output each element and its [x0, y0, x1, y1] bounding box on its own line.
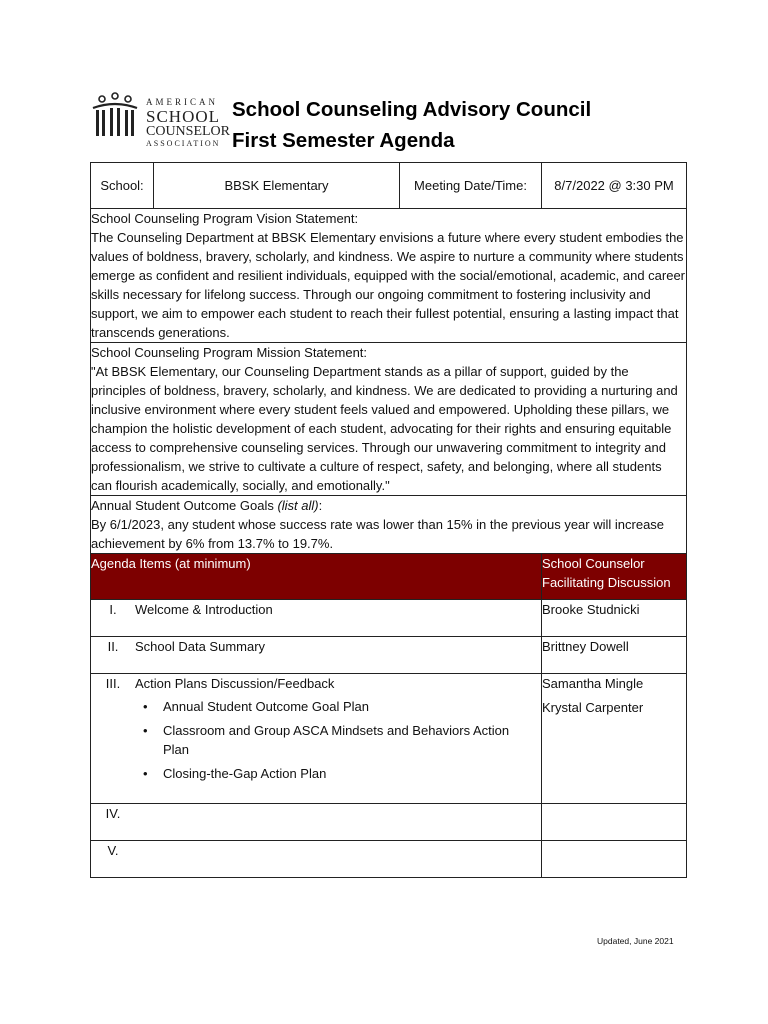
agenda-item-number: IV.	[105, 806, 121, 821]
agenda-item-text: Welcome & Introduction	[135, 602, 273, 617]
logo-text-1: AMERICAN	[146, 97, 219, 107]
agenda-item	[91, 841, 542, 878]
vision-row	[91, 209, 687, 343]
list-item: • Closing-the-Gap Action Plan	[91, 764, 541, 783]
goals-row	[91, 496, 687, 554]
counselor-name: Brittney Dowell	[542, 639, 629, 654]
agenda-counselor	[542, 600, 687, 637]
agenda-row-4	[91, 804, 687, 841]
vision-label: School Counseling Program Vision Statement:	[91, 211, 359, 226]
goals-label-suffix: :	[318, 498, 323, 513]
meeting-date-label: Meeting Date/Time:	[400, 163, 542, 209]
action-plan-list	[91, 697, 541, 783]
agenda-items-header: Agenda Items (at minimum)	[91, 554, 542, 600]
vision-cell	[91, 209, 687, 343]
mission-row	[91, 343, 687, 496]
agenda-item	[91, 804, 542, 841]
agenda-item-number: V.	[107, 843, 119, 858]
agenda-counselor	[542, 804, 687, 841]
agenda-form-table	[90, 162, 687, 878]
footer-updated: Updated, June 2021	[597, 936, 674, 946]
agenda-item-text: Action Plans Discussion/Feedback	[135, 676, 335, 691]
goals-cell	[91, 496, 687, 554]
title-line-1: School Counseling Advisory Council	[232, 98, 592, 121]
title-line-2: First Semester Agenda	[232, 129, 455, 152]
goals-label-italic: (list all)	[277, 498, 319, 513]
school-label: School:	[91, 163, 154, 209]
list-item: • Classroom and Group ASCA Mindsets and Behaviors Action Plan	[91, 721, 541, 759]
asca-logo	[90, 92, 231, 148]
goals-text: By 6/1/2023, any student whose success rate was lower than 15% in the previous year will increase achievement by 6% from 13.7% to 19.7%.	[91, 517, 665, 551]
document-header	[90, 92, 690, 152]
agenda-item-text: School Data Summary	[135, 639, 266, 654]
counselor-name: Brooke Studnicki	[542, 602, 640, 617]
agenda-item	[91, 600, 542, 637]
agenda-row-3	[91, 674, 687, 804]
agenda-counselor	[542, 674, 687, 804]
agenda-item-number: III.	[105, 676, 121, 691]
goals-label-text: Annual Student Outcome Goals	[91, 498, 278, 513]
mission-cell	[91, 343, 687, 496]
agenda-row-1	[91, 600, 687, 637]
agenda-item-number: I.	[109, 602, 117, 617]
agenda-counselor	[542, 637, 687, 674]
agenda-item	[91, 637, 542, 674]
counselor-header: School Counselor Facilitating Discussion	[542, 554, 687, 600]
agenda-item-number: II.	[107, 639, 119, 654]
logo-text-4: ASSOCIATION	[146, 139, 221, 148]
goals-label	[91, 496, 686, 515]
agenda-row-5	[91, 841, 687, 878]
agenda-header-row	[91, 554, 687, 600]
logo-text-2: SCHOOL	[146, 107, 221, 126]
vision-text: The Counseling Department at BBSK Elementary envisions a future where every student embodies the values of boldness, bravery, scholarly, and kindness. We aspire to nurture a community where students emerge as confident and resilient individuals, equipped with the social/emotional, academic, and career skills necessary for lifelong success. Through our ongoing commitment to fostering inclusivity and support, we aim to empower each student to reach their fullest potential, ensuring a lasting impact that transcends generations.	[91, 230, 686, 340]
list-item: • Annual Student Outcome Goal Plan	[91, 697, 541, 716]
counselor-name: Krystal Carpenter	[542, 700, 644, 715]
meeting-date-value: 8/7/2022 @ 3:30 PM	[542, 163, 687, 209]
document-title	[232, 94, 591, 156]
mission-text: "At BBSK Elementary, our Counseling Department stands as a pillar of support, guided by the principles of boldness, bravery, scholarly, and kindness. We are dedicated to providing a nurturing and inclusive environment where every student feels valued and empowered. Upholding these pillars, we champion the holistic development of each student, advocating for their rights and ensuring equitable access to comprehensive counseling services. Through our unwavering commitment to integrity and professionalism, we strive to cultivate a culture of respect, safety, and belonging, where all students can flourish academically, socially, and emotionally."	[91, 364, 678, 493]
agenda-counselor	[542, 841, 687, 878]
mission-label: School Counseling Program Mission Statement:	[91, 345, 368, 360]
counselor-name: Samantha Mingle	[542, 676, 644, 691]
info-row	[91, 163, 687, 209]
logo-text-3: COUNSELOR	[146, 124, 231, 139]
asca-figures-icon	[90, 92, 140, 142]
school-value: BBSK Elementary	[154, 163, 400, 209]
agenda-row-2	[91, 637, 687, 674]
agenda-item	[91, 674, 542, 804]
